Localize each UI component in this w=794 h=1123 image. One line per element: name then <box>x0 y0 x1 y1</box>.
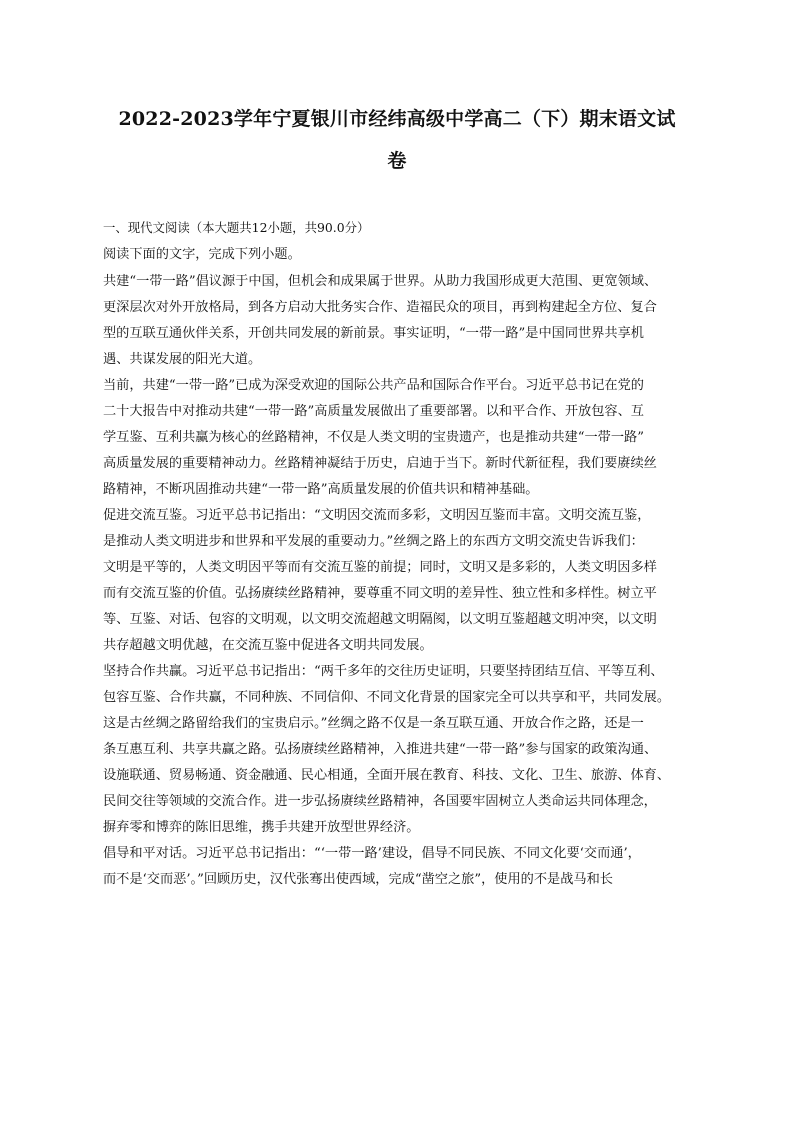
paragraph-line: 倡导和平对话。习近平总书记指出：“‘一带一路’建设，倡导不同民族、不同文化要‘交而通’， <box>103 846 641 861</box>
paragraph-line: 遇、共谋发展的阳光大道。 <box>103 352 262 367</box>
paragraph-line: 共存超越文明优越，在交流互鉴中促进各文明共同发展。 <box>103 638 433 653</box>
instruction-text: 阅读下面的文字，完成下列小题。 <box>103 247 301 262</box>
paragraph-line: 文明是平等的，人类文明因平等而有交流互鉴的前提；同时，文明又是多彩的，人类文明因多样 <box>103 560 657 575</box>
paragraph-line: 这是古丝绸之路留给我们的宝贵启示。”丝绸之路不仅是一条互联互通、开放合作之路，还是一 <box>103 716 644 731</box>
paragraph-line: 包容互鉴、合作共赢，不同种族、不同信仰、不同文化背景的国家完全可以共享和平，共同发展。 <box>103 690 671 705</box>
paragraph-line: 设施联通、贸易畅通、资金融通、民心相通，全面开展在教育、科技、文化、卫生、旅游、体育、 <box>103 768 671 783</box>
paragraph-line: 是推动人类文明进步和世界和平发展的重要动力。”丝绸之路上的东西方文明交流史告诉我们： <box>103 534 644 549</box>
paragraph-line: 等、互鉴、对话、包容的文明观，以文明交流超越文明隔阂，以文明互鉴超越文明冲突，以文明 <box>103 612 657 627</box>
paragraph-line: 高质量发展的重要精神动力。丝路精神凝结于历史，启迪于当下。新时代新征程，我们要赓续丝 <box>103 456 657 471</box>
paragraph-line: 而有交流互鉴的价值。弘扬赓续丝路精神，要尊重不同文明的差异性、独立性和多样性。树立平 <box>103 586 657 601</box>
paragraph-line: 当前，共建“一带一路”已成为深受欢迎的国际公共产品和国际合作平台。习近平总书记在党的 <box>103 378 644 393</box>
paragraph-line: 摒弃零和博弈的陈旧思维，携手共建开放型世界经济。 <box>103 820 420 835</box>
paragraph-line: 条互惠互利、共享共赢之路。弘扬赓续丝路精神，入推进共建“一带一路”参与国家的政策沟通、 <box>103 742 658 757</box>
paragraph-line: 民间交往等领域的交流合作。进一步弘扬赓续丝路精神，各国要牢固树立人类命运共同体理念， <box>103 794 657 809</box>
paragraph-line: 坚持合作共赢。习近平总书记指出：“两千多年的交往历史证明，只要坚持团结互信、平等互利、 <box>103 664 664 679</box>
paragraph-line: 促进交流互鉴。习近平总书记指出：“文明因交流而多彩，文明因互鉴而丰富。文明交流互鉴， <box>103 508 651 523</box>
paragraph-line: 而不是‘交而恶’。”回顾历史，汉代张骞出使西域，完成“凿空之旅”，使用的不是战马和长 <box>103 872 613 887</box>
paragraph-line: 型的互联互通伙伴关系，开创共同发展的新前景。事实证明，“一带一路”是中国同世界共享机 <box>103 326 644 341</box>
document-title-line-1: 2022-2023学年宁夏银川市经纬高级中学高二（下）期末语文试 <box>118 108 676 130</box>
paragraph-line: 共建“一带一路”倡议源于中国，但机会和成果属于世界。从助力我国形成更大范围、更宽领域、 <box>103 274 658 289</box>
paragraph-line: 学互鉴、互利共赢为核心的丝路精神，不仅是人类文明的宝贵遗产，也是推动共建“一带一路” <box>103 430 644 445</box>
paragraph-line: 更深层次对外开放格局，到各方启动大批务实合作、造福民众的项目，再到构建起全方位、复合 <box>103 300 657 315</box>
paragraph-line: 二十大报告中对推动共建“一带一路”高质量发展做出了重要部署。以和平合作、开放包容、互 <box>103 404 644 419</box>
paragraph-line: 路精神，不断巩固推动共建“一带一路”高质量发展的价值共识和精神基础。 <box>103 482 539 497</box>
document-title-line-2: 卷 <box>387 150 407 172</box>
section-heading: 一、现代文阅读（本大题共12小题，共90.0分） <box>103 220 370 235</box>
